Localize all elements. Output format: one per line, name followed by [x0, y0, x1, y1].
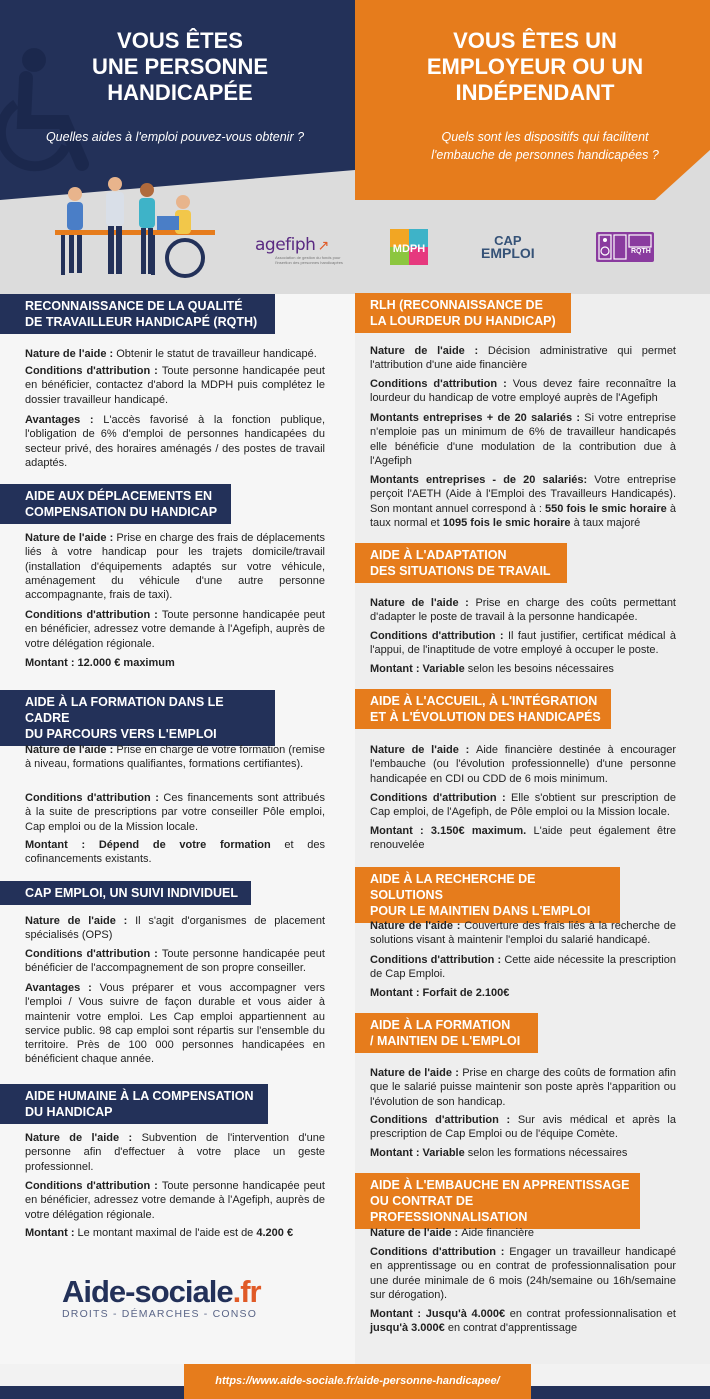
text-run: à taux majoré [570, 516, 641, 529]
text-run: Toute personne handicapée peut bénéficier de l'accompagnement de son propre conseiller. [25, 948, 325, 975]
text-run: Conditions d'attribution : [370, 630, 508, 642]
text-run: Toute personne handicapée peut en bénéficier, adressez votre demande à l'Agefiph, auprès de votre délégation régionale. [25, 1180, 325, 1221]
header-employer [355, 0, 710, 200]
text-run: Aide financière [461, 1227, 535, 1239]
aide-humaine-nature [25, 1131, 325, 1174]
apprentissage-montant [370, 1307, 676, 1336]
cap-emploi-line1: CAP [494, 233, 522, 248]
office-people-illustration [55, 172, 215, 280]
text-run: Nature de l'aide : [370, 597, 476, 609]
recherche-solutions-title: AIDE À LA RECHERCHE DE SOLUTIONS POUR LE MAINTIEN DANS L'EMPLOI [355, 867, 620, 923]
text-run: Décision administrative qui permet l'attribution d'une aide financière [370, 345, 676, 372]
rqth-conditions [25, 364, 325, 407]
rlh-conditions [370, 377, 676, 406]
footer-url-link[interactable]: https://www.aide-sociale.fr/aide-personne-handicapee/ [184, 1364, 531, 1399]
rqth-title: RECONNAISSANCE DE LA QUALITÉ DE TRAVAILLEUR HANDICAPÉ (RQTH) [0, 294, 275, 334]
accueil-title: AIDE À L'ACCUEIL, À L'INTÉGRATION ET À L'ÉVOLUTION DES HANDICAPÉS [355, 689, 611, 729]
cap-emploi-line2: EMPLOI [481, 245, 535, 261]
text-run: Conditions d'attribution : [370, 1114, 518, 1126]
aide-humaine-title: AIDE HUMAINE À LA COMPENSATION DU HANDICAP [0, 1084, 268, 1124]
text-run: Nature de l'aide : [25, 532, 117, 544]
deplacements-conditions [25, 608, 325, 651]
agefiph-logo-subtitle: Association de gestion du fonds pour l'insertion des personnes handicapées [275, 255, 343, 265]
text-run: Nature de l'aide : [25, 1132, 142, 1144]
text-run: Prise en charge des coûts permettant d'adapter le poste de travail à la personne handicapée. [370, 597, 676, 624]
text-run: Sur avis médical et après la prescription de Cap Emploi ou de l'équipe Comète. [370, 1114, 676, 1141]
text-run: Nature de l'aide : [370, 345, 488, 357]
brand-main: Aide-sociale [62, 1274, 233, 1309]
recherche-solutions-montant [370, 986, 676, 1000]
text-run: Si votre entreprise n'emploie pas un minimum de 6% de travailleur handicapés elle bénéficie d'une modulation de la contribution due à l'Agefiph [370, 412, 676, 467]
text-run: Prise en charge des frais de déplacements liés à votre handicap pour les trajets domicile/travail (installation d'équipements adaptés sur votre véhicule, aménagement du véhicule d'une autre personne accompagnante, frais de taxi). [25, 532, 325, 602]
apprentissage-title: AIDE À L'EMBAUCHE EN APPRENTISSAGE OU CONTRAT DE PROFESSIONNALISATION [355, 1173, 640, 1229]
rlh-nature [370, 344, 676, 373]
accueil-conditions [370, 791, 676, 820]
text-run: Engager un travailleur handicapé en apprentissage ou en contrat de professionnalisation pour une durée minimale de 6 mois (24h/semaine ou 16h/semaine sur dérogation). [370, 1246, 676, 1301]
rqth-wheelchair-icon [596, 232, 654, 262]
deplacements-montant [25, 656, 325, 670]
text-run: Nature de l'aide : [370, 744, 476, 756]
text-run: Il s'agit d'organismes de placement spécialisés (OPS) [25, 915, 325, 942]
formation-parcours-title: AIDE À LA FORMATION DANS LE CADRE DU PARCOURS VERS L'EMPLOI [0, 690, 275, 746]
rqth-avantages [25, 413, 325, 470]
rlh-title: RLH (RECONNAISSANCE DE LA LOURDEUR DU HANDICAP) [355, 293, 571, 333]
adaptation-montant [370, 662, 676, 676]
text-run: Conditions d'attribution : [25, 948, 162, 960]
text-run: Montant : Forfait de 2.100€ [370, 987, 510, 999]
aide-sociale-brand [62, 1274, 261, 1310]
text-run: Nature de l'aide : [370, 1227, 462, 1239]
text-run: Nature de l'aide : [25, 744, 117, 756]
text-run: Montant : Dépend de votre formation [25, 839, 285, 851]
text-run: 550 fois le smic horaire [545, 502, 667, 515]
left-header-title: VOUS ÊTES UNE PERSONNE HANDICAPÉE [91, 28, 269, 105]
deplacements-title: AIDE AUX DÉPLACEMENTS EN COMPENSATION DU HANDICAP [0, 484, 231, 524]
text-run: Conditions d'attribution : [370, 954, 505, 966]
text-run: jusqu'à 3.000€ [370, 1322, 448, 1335]
rlh-montants-plus20 [370, 411, 676, 468]
text-run: Conditions d'attribution : [370, 378, 513, 390]
formation-maintien-conditions [370, 1113, 676, 1142]
text-run: Conditions d'attribution : [370, 792, 512, 804]
text-run: Montants entreprises + de 20 salariés : [370, 412, 585, 424]
text-run: Couverture des frais liés à la recherche de solutions visant à maintenir l'emploi du salarié handicapé. [370, 920, 676, 947]
text-run: Votre entreprise perçoit l'AETH (Aide à l'Emploi des Travailleurs Handicapés). Son montant annuel correspond à : [370, 474, 676, 515]
text-run: L'aide peut également être renouvelée [370, 825, 676, 852]
text-run: Nature de l'aide : [370, 920, 465, 932]
text-run: Nature de l'aide : [25, 348, 117, 360]
text-run: Elle s'obtient sur prescription de Cap emploi, de l'Agefiph, de Pôle emploi ou la Mission locale. [370, 792, 676, 819]
text-run: Le montant maximal de l'aide est de [77, 1227, 257, 1239]
aide-sociale-logo[interactable] [62, 1274, 261, 1320]
text-run: Vous devez faire reconnaître la lourdeur du handicap de votre employé auprès de l'Agefiph [370, 378, 676, 405]
apprentissage-conditions [370, 1245, 676, 1302]
text-run: selon les formations nécessaires [467, 1147, 628, 1159]
cap-emploi-nature [25, 914, 325, 943]
formation-parcours-montant [25, 838, 325, 867]
text-run: Obtenir le statut de travailleur handicapé. [116, 348, 317, 360]
text-run: Montant : 3.150€ maximum. [370, 825, 534, 837]
cap-emploi-conditions [25, 947, 325, 976]
text-run: Vous préparer et vous accompagner vers l'emploi / Vous suivre de façon durable et vous aider à maintenir votre emploi. Les Cap emploi appartiennent au service public. 98 cap emploi sont répartis sur l'ensemble du territoire. Près de 100 000 personnes handicapées en bénéficient chaque année. [25, 982, 325, 1066]
formation-maintien-montant [370, 1146, 676, 1160]
text-run: Avantages : [25, 414, 104, 426]
text-run: Montant : [25, 1227, 78, 1239]
text-run: Montants entreprises - de 20 salariés: [370, 474, 595, 486]
text-run: Avantages : [25, 982, 100, 994]
right-header-subtitle: Quels sont les dispositifs qui facilitent l'embauche de personnes handicapées ? [431, 130, 659, 162]
text-run: 4.200 € [256, 1227, 294, 1239]
text-run: Conditions d'attribution : [25, 609, 162, 621]
apprentissage-nature [370, 1226, 676, 1240]
recherche-solutions-nature [370, 919, 676, 948]
text-run: L'accès favorisé à la fonction publique, l'obligation de 6% d'emploi de personnes handicapées du secteur privé, des horaires aménagés / des postes de travail adaptés. [25, 414, 325, 469]
text-run: 1095 fois le smic horaire [442, 516, 571, 529]
formation-maintien-nature [370, 1066, 676, 1109]
accueil-montant [370, 824, 676, 853]
text-run: et des cofinancements existants. [25, 839, 325, 866]
rlh-montants-moins20 [370, 473, 676, 530]
aide-sociale-tagline: DROITS - DÉMARCHES - CONSO [62, 1308, 258, 1320]
text-run: Toute personne handicapée peut en bénéficier, adressez votre demande à l'Agefiph, auprès de votre délégation régionale. [25, 609, 325, 650]
recherche-solutions-conditions [370, 953, 676, 982]
text-run: Montant : Variable [370, 663, 468, 675]
cap-emploi-title: CAP EMPLOI, UN SUIVI INDIVIDUEL [0, 881, 251, 905]
brand-tld: .fr [232, 1274, 261, 1309]
deplacements-nature [25, 531, 325, 602]
agefiph-swoosh-icon: ↗ [317, 238, 329, 254]
text-run: Prise en charge des coûts de formation afin que le salarié puisse maintenir son poste après l'apparition ou l'évolution de son handicap. [370, 1067, 676, 1108]
agefiph-logo-text: agefiph [255, 235, 316, 255]
right-header-title: VOUS ÊTES UN EMPLOYEUR OU UN INDÉPENDANT [426, 28, 644, 105]
adaptation-nature [370, 596, 676, 625]
text-run: Conditions d'attribution : [25, 365, 162, 377]
formation-maintien-title: AIDE À LA FORMATION / MAINTIEN DE L'EMPLOI [355, 1013, 538, 1053]
agefiph-logo [255, 235, 329, 255]
text-run: Nature de l'aide : [370, 1067, 463, 1079]
text-run: selon les besoins nécessaires [467, 663, 614, 675]
text-run: à taux normal et [370, 502, 676, 529]
aide-humaine-conditions [25, 1179, 325, 1222]
text-run: Prise en charge de votre formation (remise à niveau, formations qualifiantes, formations certifiantes). [25, 744, 325, 771]
text-run: Toute personne handicapée peut en bénéficier, contactez d'abord la MDPH puis complétez le dossier travailleur handicapé. [25, 365, 325, 406]
text-run: Nature de l'aide : [25, 915, 136, 927]
text-run: en contrat professionnalisation et [509, 1308, 676, 1320]
rqth-logo-text: RQTH [631, 248, 651, 255]
text-run: Montant : Jusqu'à 4.000€ [370, 1308, 510, 1320]
text-run: Montant : Variable [370, 1147, 468, 1159]
text-run: Ces financements sont attribués à la suite de prescriptions par votre conseiller Pôle emploi, Cap emploi ou de la Mission locale. [25, 792, 325, 833]
formation-parcours-conditions [25, 791, 325, 834]
formation-parcours-nature [25, 743, 325, 772]
text-run: Subvention de l'intervention d'une personne afin d'effectuer à votre place un geste professionnel. [25, 1132, 325, 1173]
cap-emploi-avantages [25, 981, 325, 1067]
text-run: Il faut justifier, certificat médical à l'appui, de l'inaptitude de votre employé à occuper le poste. [370, 630, 676, 657]
text-run: Conditions d'attribution : [370, 1246, 510, 1258]
rqth-nature [25, 347, 325, 361]
text-run: Cette aide nécessite la prescription de Cap Emploi. [370, 954, 676, 981]
accueil-nature [370, 743, 676, 786]
mdph-logo-text: MDPH [392, 243, 426, 255]
text-run: Aide financière destinée à encourager l'embauche (ou l'évolution professionnelle) d'une personne handicapée en CDI ou CDD de 6 mois minimum. [370, 744, 677, 785]
cap-emploi-logo [481, 234, 535, 260]
adaptation-conditions [370, 629, 676, 658]
text-run: en contrat d'apprentissage [447, 1322, 578, 1335]
rqth-logo [596, 232, 654, 262]
text-run: Conditions d'attribution : [25, 792, 164, 804]
aide-humaine-montant [25, 1226, 325, 1240]
left-header-subtitle: Quelles aides à l'emploi pouvez-vous obtenir ? [45, 130, 305, 144]
text-run: Montant : 12.000 € maximum [25, 657, 175, 669]
adaptation-title: AIDE À L'ADAPTATION DES SITUATIONS DE TRAVAIL [355, 543, 567, 583]
mdph-logo [390, 229, 428, 265]
text-run: Conditions d'attribution : [25, 1180, 162, 1192]
